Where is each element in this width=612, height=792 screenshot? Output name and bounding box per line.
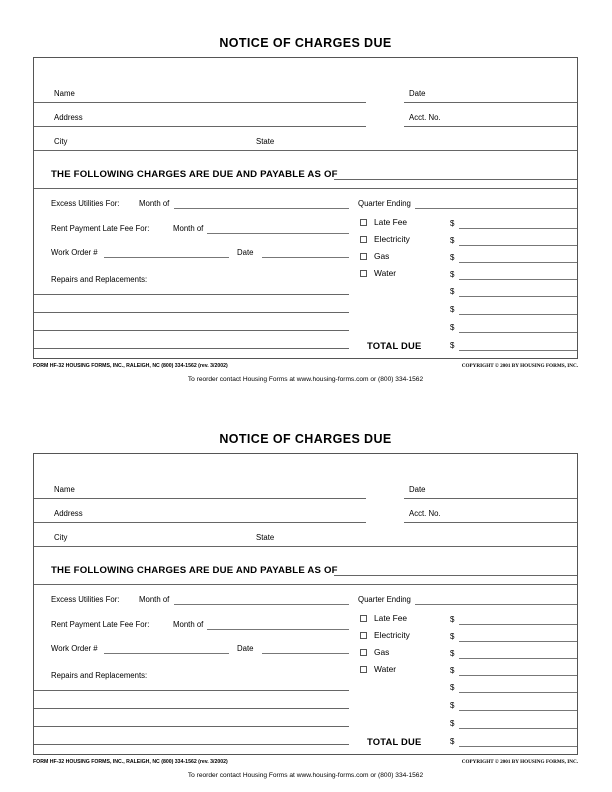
page-title: NOTICE OF CHARGES DUE [219,36,392,50]
name-label: Name [54,89,75,98]
rent-late-fee-rule [207,233,349,234]
excess-utilities-rule [174,208,349,209]
repairs-label: Repairs and Replacements: [51,275,148,284]
checkbox-gas[interactable] [360,253,367,260]
work-order-label: Work Order # [51,248,98,257]
repairs-line-2 [34,708,349,709]
currency-symbol-total: $ [450,341,455,350]
page-title: NOTICE OF CHARGES DUE [219,432,392,446]
section-heading: THE FOLLOWING CHARGES ARE DUE AND PAYABLE AS OF [51,169,338,180]
currency-symbol-1: $ [450,615,455,624]
quarter-ending-label: Quarter Ending [358,595,411,604]
account-label: Acct. No. [409,113,441,122]
address-rule [34,126,366,127]
amount-rule-3 [459,658,577,659]
work-order-date-rule [262,653,349,654]
section-heading: THE FOLLOWING CHARGES ARE DUE AND PAYABLE AS OF [51,565,338,576]
currency-symbol-1: $ [450,219,455,228]
checkbox-electricity[interactable] [360,632,367,639]
footer-copyright: COPYRIGHT © 2001 BY HOUSING FORMS, INC. [461,759,578,765]
currency-symbol-2: $ [450,632,455,641]
repairs-line-3 [34,726,349,727]
footer-form-code: FORM HF-32 HOUSING FORMS, INC., RALEIGH, NC (800) 334-1562 (rev. 3/2002) [33,759,228,765]
city-label: City [54,533,68,542]
amount-rule-total [459,350,577,351]
checkbox-label-late-fee: Late Fee [374,217,408,227]
repairs-label: Repairs and Replacements: [51,671,148,680]
total-due-label: TOTAL DUE [367,340,422,351]
checkbox-label-gas: Gas [374,251,390,261]
work-order-rule [104,257,229,258]
currency-symbol-6: $ [450,701,455,710]
amount-rule-2 [459,245,577,246]
amount-rule-4 [459,675,577,676]
name-label: Name [54,485,75,494]
checkbox-gas[interactable] [360,649,367,656]
form-box [33,57,578,359]
checkbox-label-electricity: Electricity [374,630,410,640]
excess-utilities-label: Excess Utilities For: [51,199,120,208]
address-rule [34,522,366,523]
work-order-date-label: Date [237,248,254,257]
rent-late-fee-month-label: Month of [173,224,204,233]
checkbox-electricity[interactable] [360,236,367,243]
date-label: Date [409,485,426,494]
city-label: City [54,137,68,146]
currency-symbol-2: $ [450,236,455,245]
currency-symbol-total: $ [450,737,455,746]
repairs-line-1 [34,294,349,295]
checkbox-late-fee[interactable] [360,219,367,226]
work-order-date-rule [262,257,349,258]
work-order-date-label: Date [237,644,254,653]
state-label: State [256,137,275,146]
currency-symbol-7: $ [450,719,455,728]
header-bottom-rule [34,546,577,547]
checkbox-label-electricity: Electricity [374,234,410,244]
amount-rule-2 [459,641,577,642]
amount-rule-1 [459,228,577,229]
currency-symbol-4: $ [450,666,455,675]
amount-rule-5 [459,692,577,693]
name-rule [34,498,366,499]
amount-rule-6 [459,314,577,315]
section-bottom-rule [34,584,577,585]
currency-symbol-3: $ [450,253,455,262]
payable-date-rule [334,179,577,180]
currency-symbol-7: $ [450,323,455,332]
amount-rule-1 [459,624,577,625]
address-label: Address [54,113,83,122]
checkbox-late-fee[interactable] [360,615,367,622]
repairs-line-2 [34,312,349,313]
excess-utilities-rule [174,604,349,605]
state-label: State [256,533,275,542]
amount-rule-6 [459,710,577,711]
name-rule [34,102,366,103]
amount-rule-total [459,746,577,747]
total-due-label: TOTAL DUE [367,736,422,747]
account-rule [404,522,577,523]
checkbox-label-gas: Gas [374,647,390,657]
rent-late-fee-label: Rent Payment Late Fee For: [51,224,150,233]
account-label: Acct. No. [409,509,441,518]
excess-utilities-month-label: Month of [139,595,170,604]
rent-late-fee-month-label: Month of [173,620,204,629]
excess-utilities-month-label: Month of [139,199,170,208]
checkbox-label-late-fee: Late Fee [374,613,408,623]
work-order-label: Work Order # [51,644,98,653]
payable-date-rule [334,575,577,576]
repairs-line-4 [34,348,349,349]
address-label: Address [54,509,83,518]
currency-symbol-6: $ [450,305,455,314]
date-rule [404,102,577,103]
amount-rule-7 [459,728,577,729]
repairs-line-1 [34,690,349,691]
date-rule [404,498,577,499]
date-label: Date [409,89,426,98]
checkbox-water[interactable] [360,666,367,673]
amount-rule-7 [459,332,577,333]
currency-symbol-5: $ [450,287,455,296]
header-bottom-rule [34,150,577,151]
section-bottom-rule [34,188,577,189]
amount-rule-4 [459,279,577,280]
amount-rule-5 [459,296,577,297]
currency-symbol-3: $ [450,649,455,658]
currency-symbol-4: $ [450,270,455,279]
rent-late-fee-label: Rent Payment Late Fee For: [51,620,150,629]
checkbox-label-water: Water [374,664,397,674]
footer-reorder-note: To reorder contact Housing Forms at www.housing-forms.com or (800) 334-1562 [187,772,424,779]
rent-late-fee-rule [207,629,349,630]
quarter-ending-rule [415,604,577,605]
footer-copyright: COPYRIGHT © 2001 BY HOUSING FORMS, INC. [461,363,578,369]
checkbox-water[interactable] [360,270,367,277]
quarter-ending-rule [415,208,577,209]
footer-form-code: FORM HF-32 HOUSING FORMS, INC., RALEIGH, NC (800) 334-1562 (rev. 3/2002) [33,363,228,369]
form-box [33,453,578,755]
checkbox-label-water: Water [374,268,397,278]
work-order-rule [104,653,229,654]
footer-reorder-note: To reorder contact Housing Forms at www.housing-forms.com or (800) 334-1562 [187,376,424,383]
amount-rule-3 [459,262,577,263]
repairs-line-4 [34,744,349,745]
repairs-line-3 [34,330,349,331]
account-rule [404,126,577,127]
quarter-ending-label: Quarter Ending [358,199,411,208]
currency-symbol-5: $ [450,683,455,692]
excess-utilities-label: Excess Utilities For: [51,595,120,604]
